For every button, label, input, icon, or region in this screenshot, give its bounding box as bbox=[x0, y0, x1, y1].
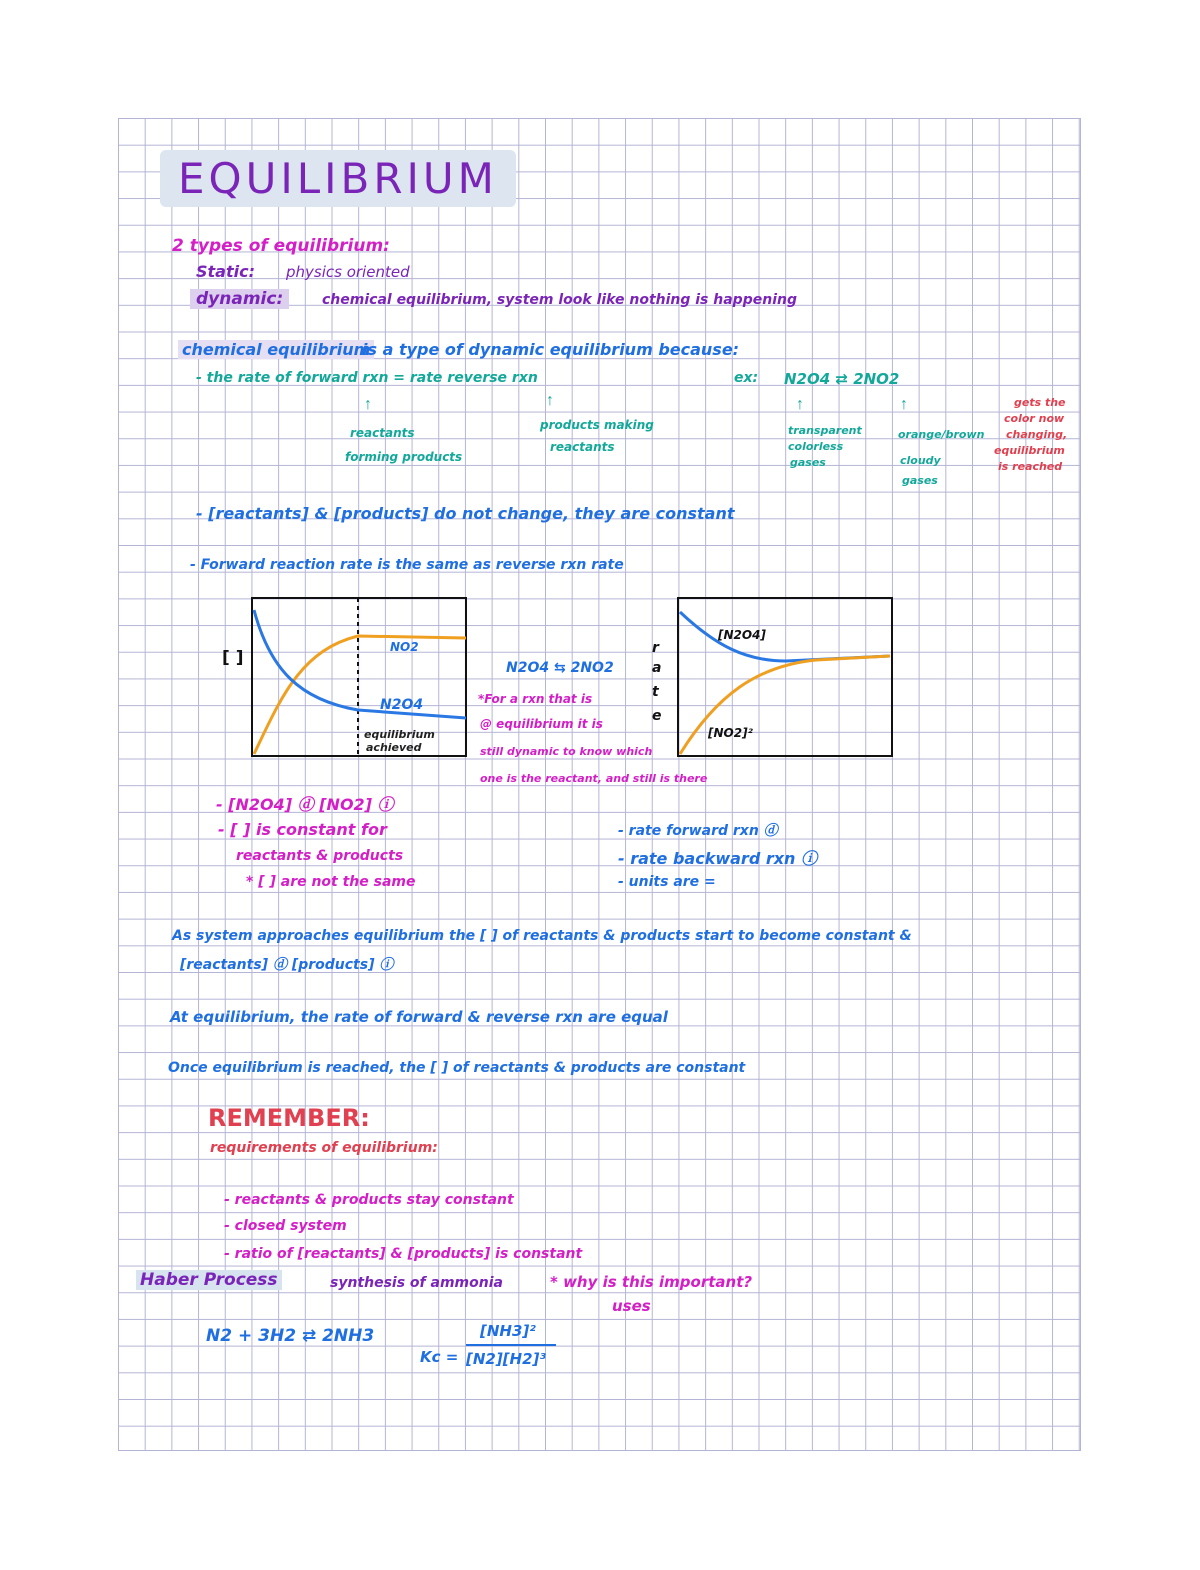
bullet-constant: - [reactants] & [products] do not change, they are constant bbox=[196, 504, 735, 523]
haber-desc: synthesis of ammonia bbox=[330, 1275, 503, 1291]
middle-note-3: still dynamic to know which bbox=[480, 745, 653, 758]
haber-question: * why is this important? bbox=[550, 1273, 753, 1291]
note-red-4: equilibrium bbox=[994, 444, 1065, 457]
note-forming-products: forming products bbox=[345, 450, 463, 464]
note-orange-brown: orange/brown bbox=[898, 428, 985, 441]
arrow-up-icon: ↑ bbox=[364, 396, 372, 413]
rate-label-e: e bbox=[652, 708, 662, 724]
remember-item-3: - ratio of [reactants] & [products] is constant bbox=[224, 1246, 583, 1262]
arrow-up-icon: ↑ bbox=[546, 392, 554, 409]
label-equilibrium: equilibrium bbox=[364, 728, 435, 741]
haber-uses: uses bbox=[612, 1297, 651, 1315]
right-note-2: - rate backward rxn ⓘ bbox=[618, 849, 818, 868]
static-description: physics oriented bbox=[286, 263, 410, 281]
kc-numerator: [NH3]² bbox=[480, 1322, 536, 1340]
ex-equation: N2O4 ⇄ 2NO2 bbox=[784, 370, 900, 388]
remember-item-2: - closed system bbox=[224, 1218, 347, 1234]
note-gases: gases bbox=[790, 456, 826, 469]
kc-denominator: [N2][H2]³ bbox=[466, 1350, 546, 1368]
bullet-forward-rate: - the rate of forward rxn = rate reverse rxn bbox=[196, 370, 538, 386]
bullet-forward-same: - Forward reaction rate is the same as reverse rxn rate bbox=[190, 557, 624, 573]
note-red-2: color now bbox=[1004, 412, 1065, 425]
note-gases-2: gases bbox=[902, 474, 938, 487]
left-note-3: reactants & products bbox=[236, 848, 404, 864]
remember-heading: REMEMBER: bbox=[208, 1104, 370, 1132]
arrow-up-icon: ↑ bbox=[900, 396, 908, 413]
note-reactants-2: reactants bbox=[550, 440, 615, 454]
label-n2o4: N2O4 bbox=[380, 697, 424, 713]
chem-eq-highlight: chemical equilibrium bbox=[178, 340, 374, 359]
chem-eq-heading: is a type of dynamic equilibrium because: bbox=[362, 340, 740, 359]
para-at-equilibrium: At equilibrium, the rate of forward & reverse rxn are equal bbox=[170, 1008, 668, 1026]
page-title: EQUILIBRIUM bbox=[160, 150, 516, 207]
rate-label-t: t bbox=[652, 684, 659, 700]
rate-label-a: a bbox=[652, 660, 662, 676]
note-red-5: is reached bbox=[998, 460, 1063, 473]
middle-note-4: one is the reactant, and still is there bbox=[480, 772, 708, 785]
note-products-making: products making bbox=[540, 418, 654, 432]
types-heading: 2 types of equilibrium: bbox=[172, 236, 390, 256]
left-note-4: * [ ] are not the same bbox=[246, 874, 416, 890]
left-note-2: - [ ] is constant for bbox=[218, 820, 387, 839]
para-once-equilibrium: Once equilibrium is reached, the [ ] of reactants & products are constant bbox=[168, 1060, 746, 1076]
y-axis-brackets: [ ] bbox=[222, 648, 244, 668]
left-note-1: - [N2O4] ⓓ [NO2] ⓘ bbox=[216, 795, 394, 814]
para-approaches-1: As system approaches equilibrium the [ ] of reactants & products start to become constant & bbox=[172, 928, 912, 944]
note-reactants: reactants bbox=[350, 426, 415, 440]
haber-equation: N2 + 3H2 ⇄ 2NH3 bbox=[206, 1326, 375, 1346]
middle-note-2: @ equilibrium it is bbox=[480, 717, 603, 731]
dynamic-label: dynamic: bbox=[190, 289, 289, 309]
note-red-1: gets the bbox=[1014, 396, 1066, 409]
arrow-up-icon: ↑ bbox=[796, 396, 804, 413]
middle-note-1: *For a rxn that is bbox=[478, 692, 593, 706]
right-note-1: - rate forward rxn ⓓ bbox=[618, 823, 778, 839]
kc-fraction-bar bbox=[466, 1344, 556, 1346]
label-achieved: achieved bbox=[366, 741, 422, 754]
remember-sub: requirements of equilibrium: bbox=[210, 1140, 438, 1156]
haber-label: Haber Process bbox=[136, 1270, 282, 1290]
note-red-3: changing, bbox=[1006, 428, 1068, 441]
label-no2-bottom: [NO2]² bbox=[708, 726, 753, 740]
rate-label-r: r bbox=[652, 640, 659, 656]
remember-item-1: - reactants & products stay constant bbox=[224, 1192, 514, 1208]
dynamic-description: chemical equilibrium, system look like nothing is happening bbox=[322, 292, 797, 308]
kc-label: Kc = bbox=[420, 1348, 459, 1366]
ex-label: ex: bbox=[734, 370, 759, 386]
note-colorless: colorless bbox=[788, 440, 844, 453]
para-approaches-2: [reactants] ⓓ [products] ⓘ bbox=[180, 957, 394, 973]
note-cloudy: cloudy bbox=[900, 454, 941, 467]
label-n2o4-top: [N2O4] bbox=[718, 628, 766, 642]
middle-equation: N2O4 ⇆ 2NO2 bbox=[506, 660, 614, 676]
static-label: Static: bbox=[196, 262, 255, 281]
right-note-3: - units are = bbox=[618, 874, 716, 890]
label-no2: NO2 bbox=[390, 640, 419, 654]
note-transparent: transparent bbox=[788, 424, 862, 437]
